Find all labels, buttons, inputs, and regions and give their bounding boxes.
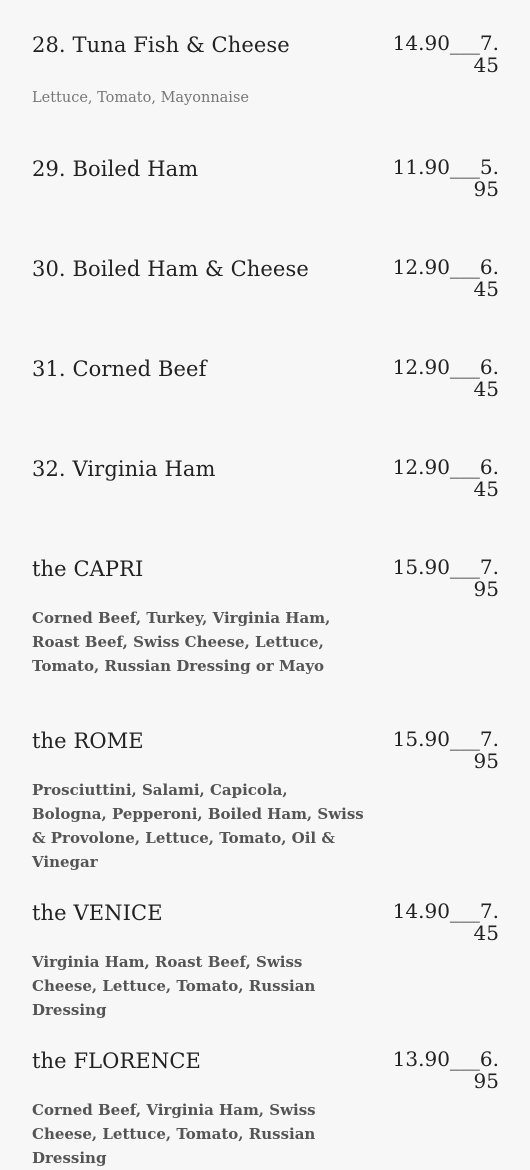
menu-item-description: Prosciuttini, Salami, Capicola, Bologna, Pepperoni, Boiled Ham, Swiss & Provolone, Lettuce, Tomato, Oil & Vinegar xyxy=(32,781,364,871)
menu-item-price: 15.90___7.95 xyxy=(392,727,499,773)
menu-item-price: 12.90___6.45 xyxy=(392,355,499,401)
menu-item-price: 14.90___7.45 xyxy=(392,31,499,77)
menu-item-name: 30. Boiled Ham & Cheese xyxy=(32,257,309,281)
menu-item-name: the ROME xyxy=(32,729,144,753)
menu-item-price: 12.90___6.45 xyxy=(392,455,499,501)
menu-item-name: 29. Boiled Ham xyxy=(32,157,199,181)
menu-item-name: 32. Virginia Ham xyxy=(32,457,216,481)
menu-item-name: 28. Tuna Fish & Cheese xyxy=(32,33,290,57)
menu-item-description: Corned Beef, Virginia Ham, Swiss Cheese, Lettuce, Tomato, Russian Dressing xyxy=(32,1101,316,1167)
menu-item-price: 12.90___6.45 xyxy=(392,255,499,301)
menu-item-price: 11.90___5.95 xyxy=(392,155,499,201)
menu-item-name: 31. Corned Beef xyxy=(32,357,207,381)
menu-item-name: the FLORENCE xyxy=(32,1049,201,1073)
menu-item-description: Lettuce, Tomato, Mayonnaise xyxy=(32,90,249,106)
menu-item-price: 14.90___7.45 xyxy=(392,899,499,945)
menu-item-description: Virginia Ham, Roast Beef, Swiss Cheese, Lettuce, Tomato, Russian Dressing xyxy=(32,953,316,1019)
menu-item-name: the CAPRI xyxy=(32,557,144,581)
menu-item-price: 13.90___6.95 xyxy=(392,1047,499,1093)
menu-item-price: 15.90___7.95 xyxy=(392,555,499,601)
menu-item-name: the VENICE xyxy=(32,901,163,925)
menu-item-description: Corned Beef, Turkey, Virginia Ham, Roast Beef, Swiss Cheese, Lettuce, Tomato, Russian Dressing or Mayo xyxy=(32,609,331,675)
